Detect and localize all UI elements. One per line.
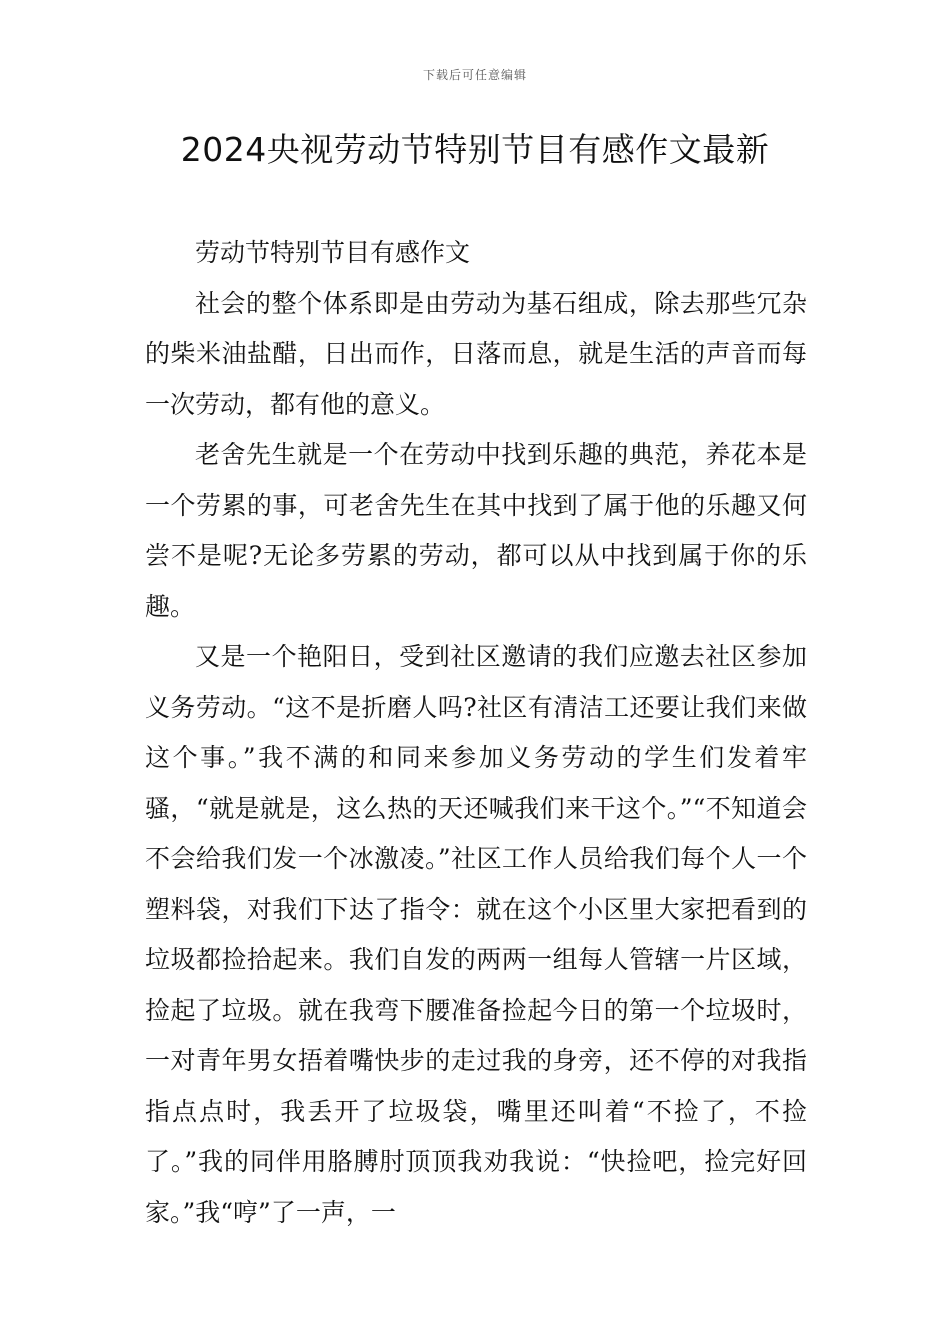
header-note: 下载后可任意编辑 <box>422 68 527 82</box>
body-paragraph-1: 社会的整个体系即是由劳动为基石组成，除去那些冗杂的柴米油盐醋，日出而作，日落而息，就是生活的声音而每一次劳动，都有他的意义。 <box>145 288 807 419</box>
document-body <box>145 228 807 1238</box>
subtitle-paragraph: 劳动节特别节目有感作文 <box>195 238 471 267</box>
body-paragraph-3: 又是一个艳阳日，受到社区邀请的我们应邀去社区参加义务劳动。“这不是折磨人吗?社区有清洁工还要让我们来做这个事。”我不满的和同来参加义务劳动的学生们发着牢骚，“就是就是，这么热的天还喊我们来干这个。”“不知道会不会给我们发一个冰激凌。”社区工作人员给我们每个人一个塑料袋，对我们下达了指令：就在这个小区里大家把看到的垃圾都捡拾起来。我们自发的两两一组每人管辖一片区域，捡起了垃圾。就在我弯下腰准备捡起今日的第一个垃圾时，一对青年男女捂着嘴快步的走过我的身旁，还不停的对我指指点点时，我丢开了垃圾袋，嘴里还叫着“不捡了，不捡了。”我的同伴用胳膊肘顶顶我劝我说：“快捡吧，捡完好回家。”我“哼”了一声，一 <box>145 642 807 1227</box>
body-paragraph-2: 老舍先生就是一个在劳动中找到乐趣的典范，养花本是一个劳累的事，可老舍先生在其中找到了属于他的乐趣又何尝不是呢?无论多劳累的劳动，都可以从中找到属于你的乐趣。 <box>145 440 807 621</box>
document-title: 2024央视劳动节特别节目有感作文最新 <box>180 130 770 169</box>
